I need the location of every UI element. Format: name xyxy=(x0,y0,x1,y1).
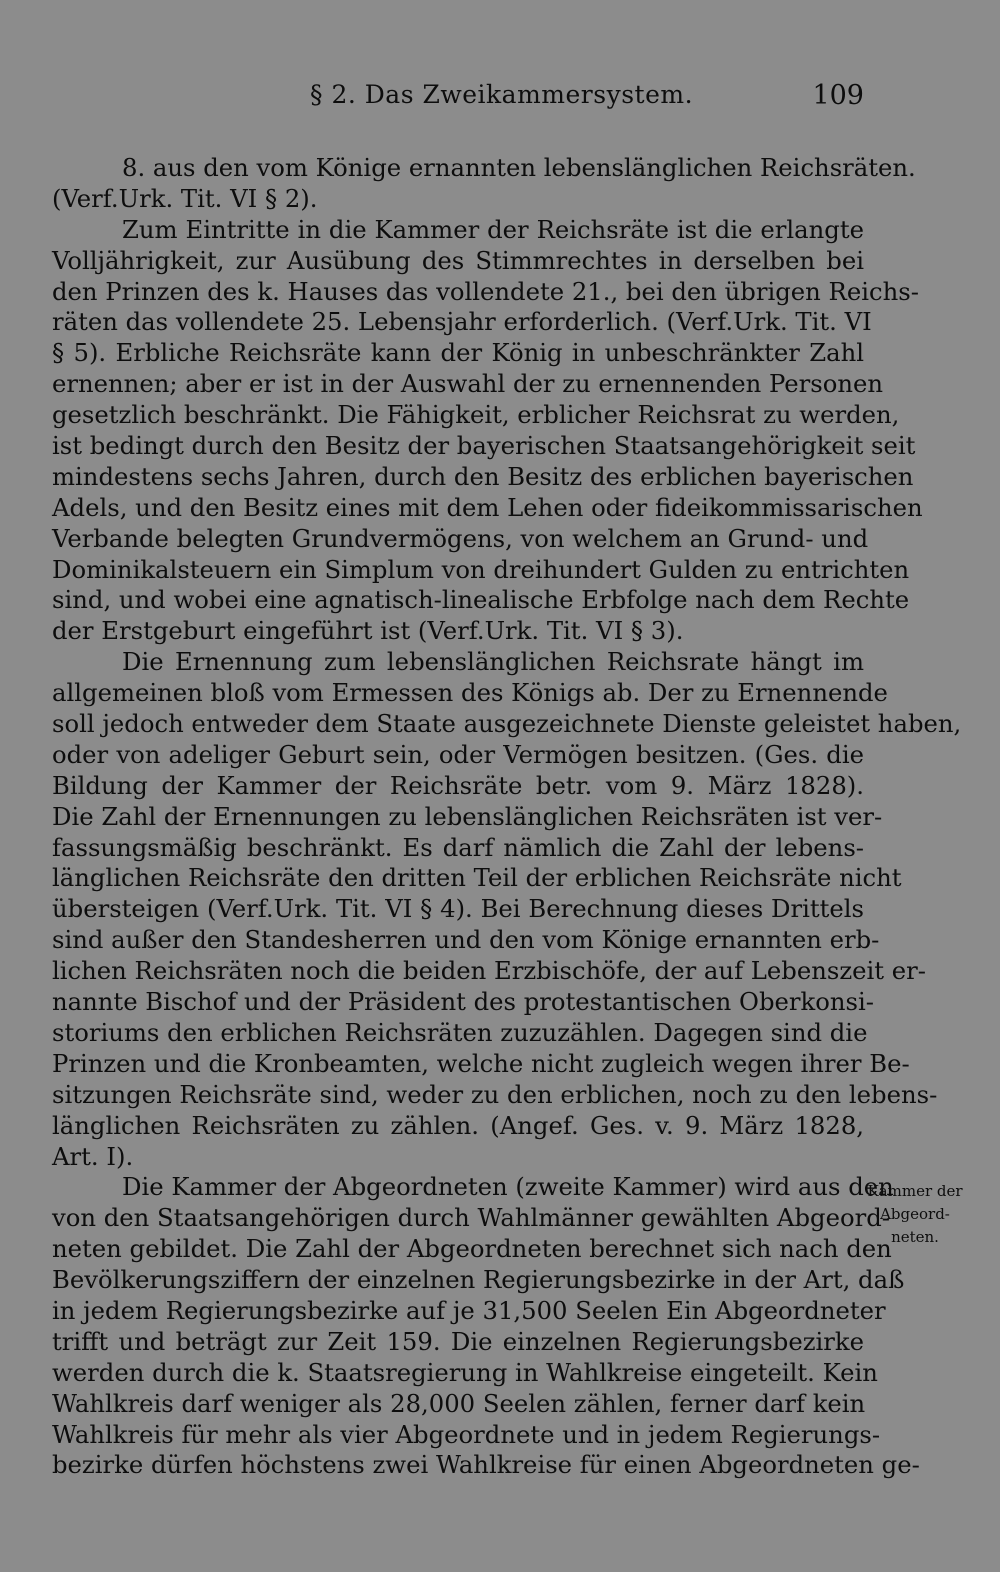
text-line: Adels, und den Besitz eines mit dem Lehen oder fideikommissarischen xyxy=(52,492,923,522)
text-line: sind, und wobei eine agnatisch-linealische Erbfolge nach dem Rechte xyxy=(52,585,910,615)
margin-note-line: Abgeord- xyxy=(880,1205,950,1223)
text-line: räten das vollendete 25. Lebensjahr erforderlich. (Verf.Urk. Tit. VI xyxy=(52,307,872,337)
text-line: 8. aus den vom Könige ernannten lebenslänglichen Reichsräten. xyxy=(122,153,916,182)
text-line: allgemeinen bloß vom Ermessen des Königs ab. Der zu Ernennende xyxy=(52,678,888,708)
text-line: Zum Eintritte in die Kammer der Reichsräte ist die erlangte xyxy=(122,214,864,244)
text-line: bezirke dürfen höchstens zwei Wahlkreise für einen Abgeordneten ge- xyxy=(52,1450,920,1480)
page-body xyxy=(52,153,962,1481)
text-line: sind außer den Standesherren und den vom Könige ernannten erb- xyxy=(52,925,880,955)
running-header xyxy=(52,80,864,120)
margin-note xyxy=(867,1180,963,1249)
text-line: den Prinzen des k. Hauses das vollendete 21., bei den übrigen Reichs- xyxy=(52,276,919,306)
text-line: in jedem Regierungsbezirke auf je 31,500 Seelen Ein Abgeordneter xyxy=(52,1295,886,1325)
text-line: Bildung der Kammer der Reichsräte betr. vom 9. März 1828). xyxy=(52,770,864,800)
margin-note-line: Kammer der xyxy=(867,1182,963,1200)
text-line: nannte Bischof und der Präsident des protestantischen Oberkonsi- xyxy=(52,987,874,1017)
section-title: § 2. Das Zweikammersystem. xyxy=(310,80,694,109)
text-line: soll jedoch entweder dem Staate ausgezeichnete Dienste geleistet haben, xyxy=(52,709,962,739)
text-line: sitzungen Reichsräte sind, weder zu den erblichen, noch zu den lebens- xyxy=(52,1079,938,1109)
text-line: § 5). Erbliche Reichsräte kann der König in unbeschränkter Zahl xyxy=(52,338,864,368)
text-line: Die Kammer der Abgeordneten (zweite Kammer) wird aus den xyxy=(122,1172,894,1202)
text-line: Wahlkreis für mehr als vier Abgeordnete und in jedem Regierungs- xyxy=(52,1419,881,1449)
text-line: der Erstgeburt eingeführt ist (Verf.Urk. Tit. VI § 3). xyxy=(52,616,684,646)
text-line: Art. I). xyxy=(52,1141,134,1171)
text-line: oder von adeliger Geburt sein, oder Vermögen besitzen. (Ges. die xyxy=(52,739,864,769)
text-line: mindestens sechs Jahren, durch den Besitz des erblichen bayerischen xyxy=(52,461,914,491)
text-line: neten gebildet. Die Zahl der Abgeordneten berechnet sich nach den xyxy=(52,1234,892,1264)
text-line: werden durch die k. Staatsregierung in Wahlkreise eingeteilt. Kein xyxy=(52,1357,878,1387)
text-line: Prinzen und die Kronbeamten, welche nicht zugleich wegen ihrer Be- xyxy=(52,1048,910,1078)
text-line: übersteigen (Verf.Urk. Tit. VI § 4). Bei Berechnung dieses Drittels xyxy=(52,894,864,924)
text-line: (Verf.Urk. Tit. VI § 2). xyxy=(52,183,318,213)
text-line: trifft und beträgt zur Zeit 159. Die einzelnen Regierungsbezirke xyxy=(52,1326,864,1356)
text-line: fassungsmäßig beschränkt. Es darf nämlich die Zahl der lebens- xyxy=(52,832,864,862)
text-line: Verbande belegten Grundvermögens, von welchem an Grund- und xyxy=(52,523,869,553)
text-line: ernennen; aber er ist in der Auswahl der zu ernennenden Personen xyxy=(52,369,884,399)
text-line: Bevölkerungsziffern der einzelnen Regierungsbezirke in der Art, daß xyxy=(52,1265,905,1295)
text-line: länglichen Reichsräten zu zählen. (Angef. Ges. v. 9. März 1828, xyxy=(52,1110,864,1140)
text-line: gesetzlich beschränkt. Die Fähigkeit, erblicher Reichsrat zu werden, xyxy=(52,400,900,430)
text-line: Wahlkreis darf weniger als 28,000 Seelen zählen, ferner darf kein xyxy=(52,1388,866,1418)
text-line: länglichen Reichsräte den dritten Teil der erblichen Reichsräte nicht xyxy=(52,863,902,893)
page-number: 109 xyxy=(812,80,864,111)
margin-note-line: neten. xyxy=(891,1228,939,1246)
text-line: ist bedingt durch den Besitz der bayerischen Staatsangehörigkeit seit xyxy=(52,431,916,461)
text-line: lichen Reichsräten noch die beiden Erzbischöfe, der auf Lebenszeit er- xyxy=(52,956,926,986)
text-line: Volljährigkeit, zur Ausübung des Stimmrechtes in derselben bei xyxy=(52,245,864,275)
text-line: Die Ernennung zum lebenslänglichen Reichsrate hängt im xyxy=(122,647,864,677)
text-line: Die Zahl der Ernennungen zu lebenslänglichen Reichsräten ist ver- xyxy=(52,801,883,831)
text-line: storiums den erblichen Reichsräten zuzuzählen. Dagegen sind die xyxy=(52,1017,868,1047)
text-line: von den Staatsangehörigen durch Wahlmänner gewählten Abgeord- xyxy=(52,1203,890,1233)
text-line: Dominikalsteuern ein Simplum von dreihundert Gulden zu entrichten xyxy=(52,554,910,584)
